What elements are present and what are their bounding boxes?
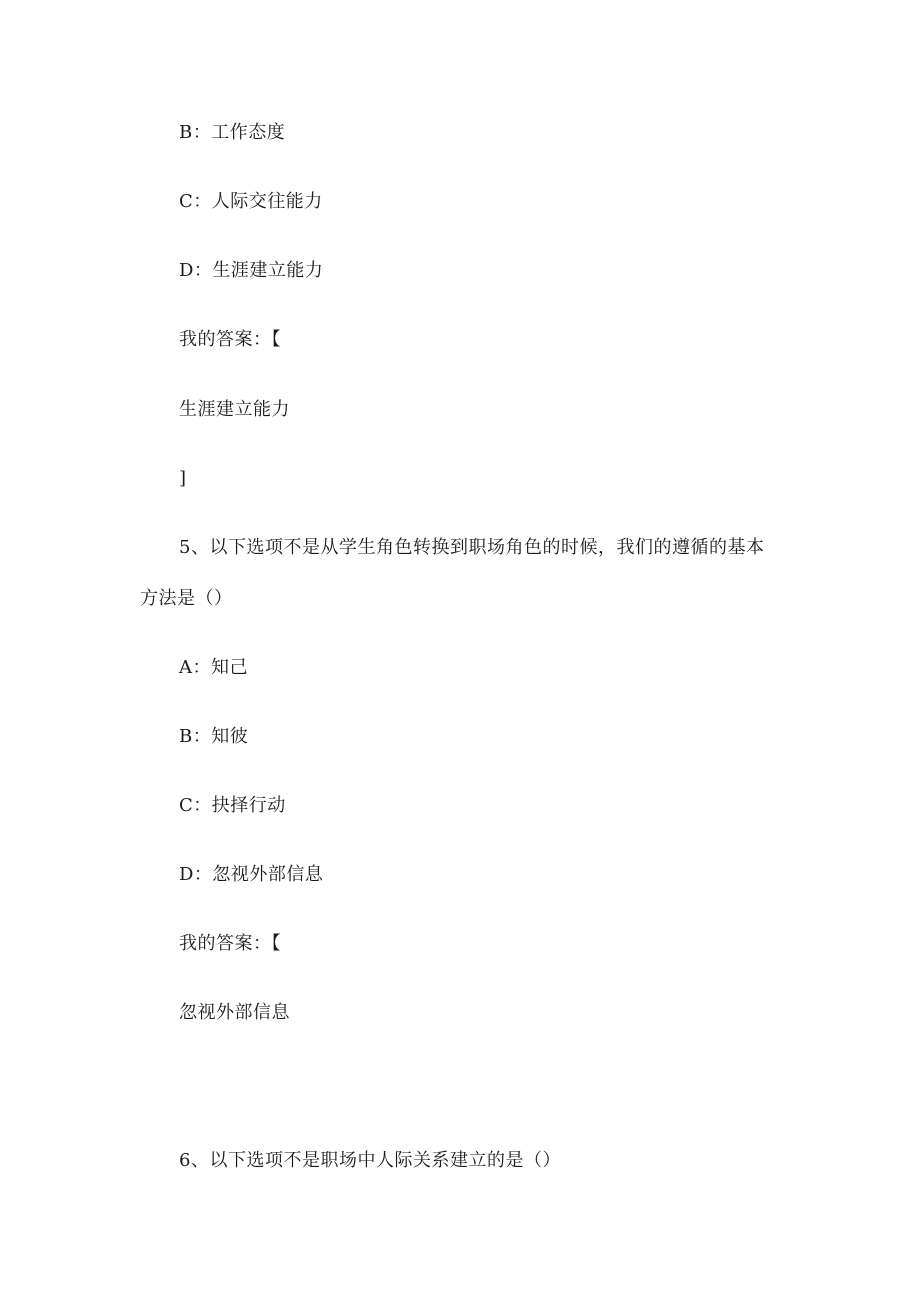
- q5-answer-label: 我的答案：【: [179, 933, 281, 954]
- q5-question-line-1: 5、以下选项不是从学生角色转换到职场角色的时候，我们的遵循的基本: [179, 537, 765, 558]
- q5-option-c: C：抉择行动: [179, 795, 286, 816]
- q4-option-c: C：人际交往能力: [179, 191, 323, 212]
- q4-answer-value: 生涯建立能力: [179, 399, 290, 420]
- q4-answer-close: ]: [179, 468, 187, 489]
- q5-option-d: D：忽视外部信息: [179, 864, 324, 885]
- q5-question-line-2: 方法是（）: [140, 588, 233, 609]
- q5-option-a: A：知己: [179, 657, 248, 678]
- q5-answer-value: 忽视外部信息: [179, 1002, 290, 1023]
- q6-question-line-1: 6、以下选项不是职场中人际关系建立的是（）: [179, 1150, 561, 1171]
- q5-option-b: B：知彼: [179, 726, 249, 747]
- q4-option-d: D：生涯建立能力: [179, 260, 324, 281]
- q4-option-b: B：工作态度: [179, 122, 286, 143]
- q4-answer-label: 我的答案：【: [179, 329, 281, 350]
